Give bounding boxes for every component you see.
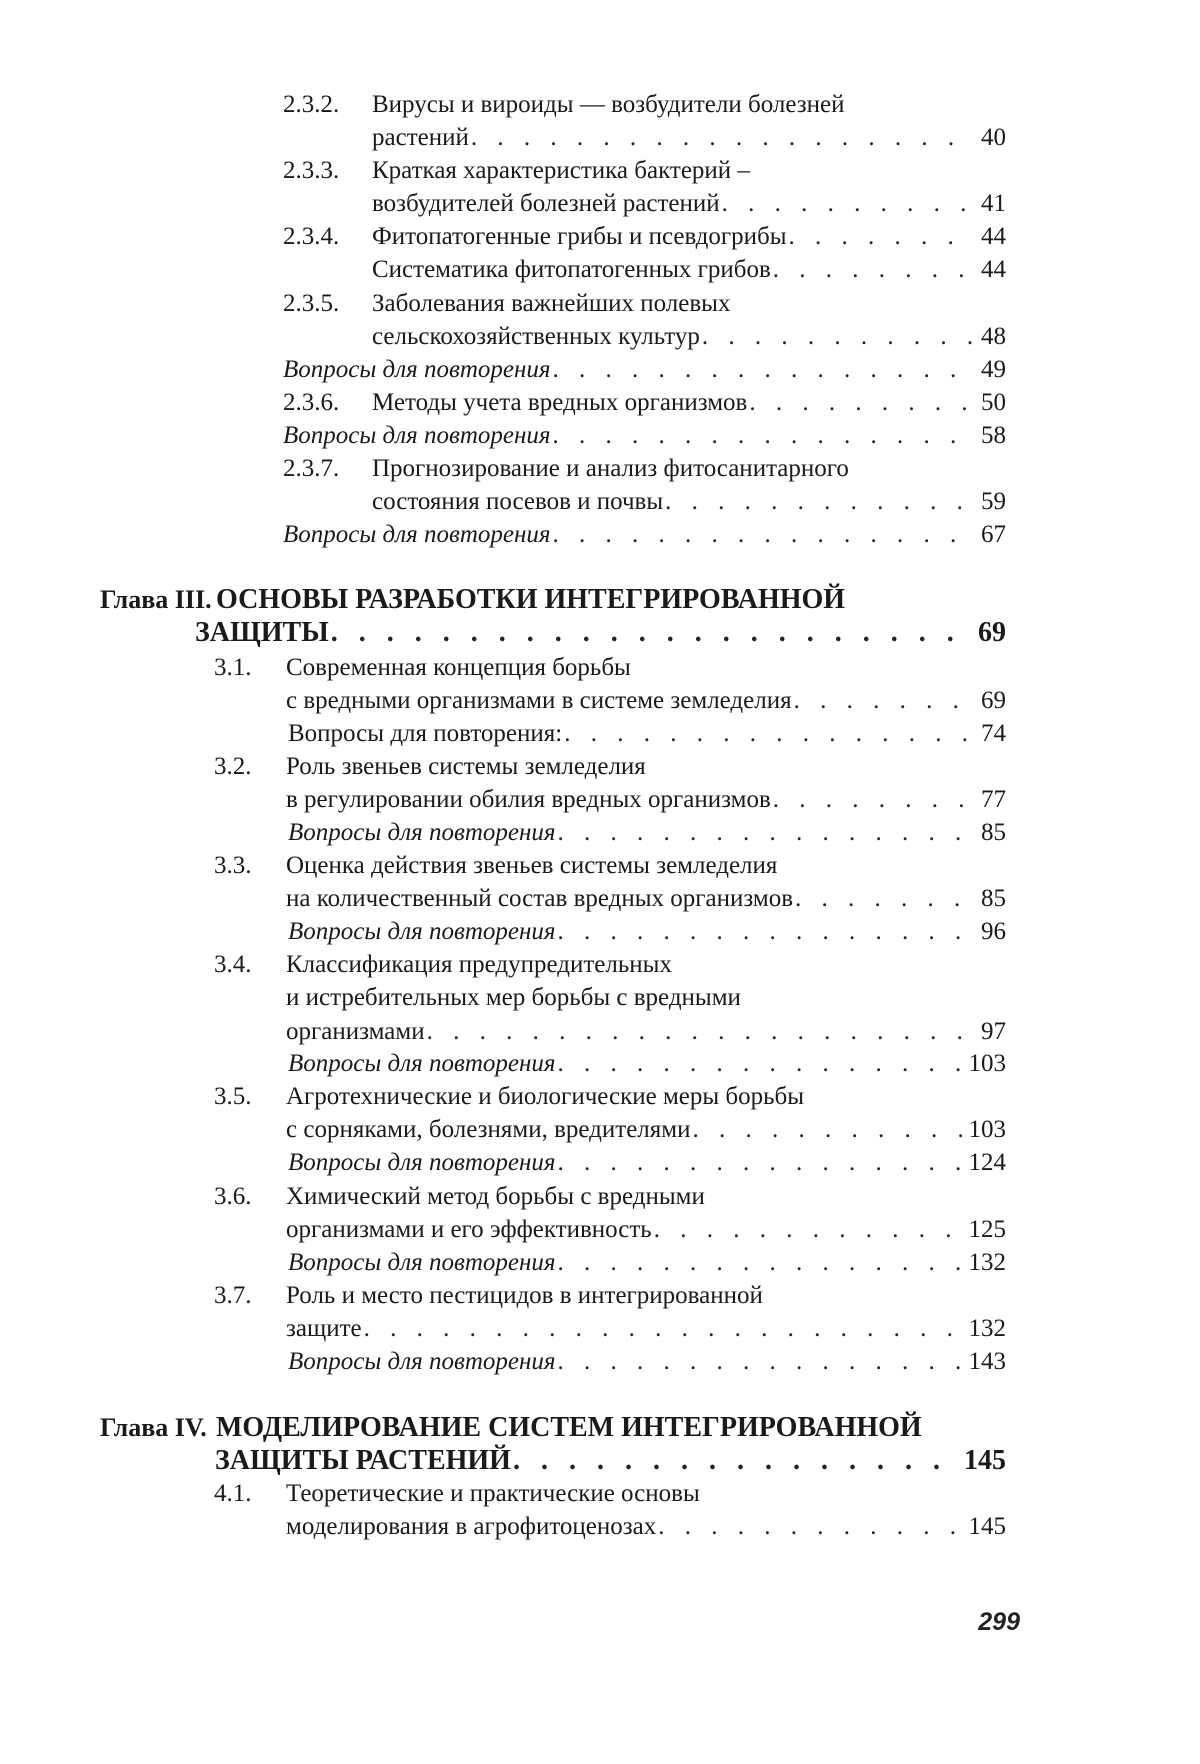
toc-line: [372, 320, 1006, 354]
dot-leader: [722, 187, 975, 221]
toc-line: [372, 121, 1006, 155]
toc-page-number: 69: [981, 687, 1006, 715]
toc-page-number: 77: [981, 786, 1006, 814]
toc-line: [283, 419, 1006, 453]
dot-leader: [773, 783, 975, 817]
dot-leader: [665, 485, 975, 519]
toc-title: организмами и его эффективность: [286, 1216, 652, 1244]
toc-title: Вирусы и вироиды — возбудители болезней: [372, 91, 845, 118]
toc-line: [283, 353, 1006, 387]
dot-leader: [789, 220, 975, 254]
toc-line: [286, 1279, 1006, 1313]
toc-title: Фитопатогенные грибы и псевдогрибы: [372, 223, 787, 250]
toc-page-number: 59: [981, 488, 1006, 516]
dot-leader: [658, 1510, 962, 1544]
toc-row: [0, 1015, 1200, 1049]
review-questions-label: Вопросы для повторения: [288, 819, 556, 846]
toc-review-row: [0, 1345, 1200, 1379]
review-questions-label: Вопросы для повторения: [288, 1149, 556, 1176]
toc-chapter-row: [0, 1444, 1200, 1478]
toc-line: [286, 783, 1006, 817]
toc-line: [372, 220, 1006, 254]
review-questions-label: Вопросы для повторения: [288, 1249, 556, 1276]
toc-title: Современная концепция борьбы: [286, 654, 631, 681]
dot-leader: [558, 1246, 963, 1280]
toc-line: [286, 750, 1006, 784]
toc-title: ЗАЩИТЫ РАСТЕНИЙ: [215, 1445, 511, 1477]
toc-title: ЗАЩИТЫ: [195, 617, 329, 649]
toc-review-row: [0, 816, 1200, 850]
dot-leader: [553, 419, 976, 453]
section-number: 3.1.: [214, 654, 252, 681]
toc-line: [286, 684, 1006, 718]
toc-line: [286, 882, 1006, 916]
toc-row: [0, 717, 1200, 751]
toc-line: [288, 1246, 1006, 1280]
chapter-number: Глава IV.: [100, 1413, 207, 1442]
toc-row: [0, 1279, 1200, 1313]
toc-review-row: [0, 915, 1200, 949]
section-number: 3.3.: [214, 852, 252, 879]
toc-page-number: 85: [981, 885, 1006, 913]
dot-leader: [427, 1015, 975, 1049]
toc-page-number: 125: [968, 1216, 1006, 1244]
toc-title: Краткая характеристика бактерий –: [372, 157, 750, 184]
toc-line: [288, 1047, 1006, 1081]
dot-leader: [795, 882, 975, 916]
chapter-number: Глава III.: [100, 585, 212, 614]
dot-leader: [692, 1113, 962, 1147]
toc-row: [0, 253, 1200, 287]
toc-row: [0, 386, 1200, 420]
dot-leader: [513, 1444, 958, 1478]
toc-line: [286, 1180, 1006, 1214]
toc-title: Теоретические и практические основы: [286, 1480, 700, 1507]
toc-chapter-row: [0, 616, 1200, 650]
dot-leader: [331, 616, 972, 650]
toc-line: [288, 915, 1006, 949]
toc-page-number: 97: [981, 1017, 1006, 1045]
toc-page-number: 44: [981, 223, 1006, 250]
toc-review-row: [0, 1146, 1200, 1180]
toc-line: [215, 1444, 1006, 1478]
toc-chapter-row: [0, 583, 1200, 617]
toc-line: [372, 452, 1006, 486]
dot-leader: [553, 353, 976, 387]
toc-page-number: 40: [981, 124, 1006, 152]
dot-leader: [558, 1047, 963, 1081]
toc-title: ОСНОВЫ РАЗРАБОТКИ ИНТЕГРИРОВАННОЙ: [216, 584, 846, 615]
toc-line: [286, 981, 1006, 1015]
toc-line: [286, 651, 1006, 685]
toc-page-number: 74: [981, 720, 1006, 747]
toc-row: [0, 485, 1200, 519]
toc-line: [288, 717, 1006, 751]
toc-title: Классификация предупредительных: [286, 951, 672, 978]
toc-row: [0, 1213, 1200, 1247]
toc-page-number: 41: [981, 190, 1006, 218]
toc-title: Систематика фитопатогенных грибов: [372, 256, 771, 284]
toc-line: [372, 88, 1006, 122]
toc-title: растений: [372, 124, 469, 152]
dot-leader: [564, 717, 975, 751]
review-questions-label: Вопросы для повторения: [283, 422, 551, 449]
dot-leader: [558, 915, 976, 949]
toc-row: [0, 948, 1200, 982]
toc-row: [0, 88, 1200, 122]
toc-line: [195, 616, 1006, 650]
section-number: 3.6.: [214, 1183, 252, 1210]
toc-page-number: 143: [968, 1348, 1006, 1375]
toc-row: [0, 1510, 1200, 1544]
toc-page-number: 50: [981, 389, 1006, 416]
toc-title: Прогнозирование и анализ фитосанитарного: [372, 455, 849, 482]
toc-line: [372, 485, 1006, 519]
toc-title: и истребительных мер борьбы с вредными: [286, 984, 741, 1012]
review-questions-label: Вопросы для повторения: [288, 918, 556, 945]
toc-row: [0, 320, 1200, 354]
toc-page-number: 67: [981, 521, 1006, 548]
toc-page-number: 132: [968, 1315, 1006, 1343]
toc-page-number: 58: [981, 422, 1006, 449]
toc-line: [286, 948, 1006, 982]
section-number: 2.3.3.: [283, 157, 340, 184]
review-questions-label: Вопросы для повторения: [283, 521, 551, 548]
section-number: 2.3.4.: [283, 223, 340, 250]
toc-page-number: 103: [968, 1050, 1006, 1077]
review-questions-label: Вопросы для повторения: [283, 356, 551, 383]
toc-page-number: 44: [981, 256, 1006, 284]
dot-leader: [654, 1213, 963, 1247]
toc-row: [0, 1477, 1200, 1511]
toc-line: [286, 1015, 1006, 1049]
toc-title: на количественный состав вредных организмов: [286, 885, 794, 913]
toc-title: защите: [286, 1315, 362, 1343]
toc-line: [372, 253, 1006, 287]
toc-page-number: 145: [964, 1445, 1006, 1477]
dot-leader: [794, 684, 975, 718]
toc-line: [216, 583, 1006, 617]
dot-leader: [471, 121, 975, 155]
toc-title: в регулировании обилия вредных организмов: [286, 786, 771, 814]
toc-row: [0, 154, 1200, 188]
dot-leader: [558, 1345, 963, 1379]
toc-line: [216, 1411, 1006, 1445]
toc-title: Роль и место пестицидов в интегрированной: [286, 1282, 763, 1309]
toc-title: с сорняками, болезнями, вредителями: [286, 1116, 691, 1144]
toc-page-number: 124: [968, 1149, 1006, 1176]
toc-line: [286, 849, 1006, 883]
toc-row: [0, 452, 1200, 486]
toc-row: [0, 783, 1200, 817]
toc-line: [372, 386, 1006, 420]
toc-line: [286, 1510, 1006, 1544]
section-number: 2.3.7.: [283, 455, 340, 482]
toc-page-number: 96: [981, 918, 1006, 945]
toc-row: [0, 849, 1200, 883]
toc-line: [372, 287, 1006, 321]
toc-line: [288, 1146, 1006, 1180]
section-number: 2.3.5.: [283, 290, 340, 317]
section-number: 3.5.: [214, 1083, 252, 1110]
toc-line: [283, 518, 1006, 552]
toc-row: [0, 1113, 1200, 1147]
section-number: 3.7.: [214, 1282, 252, 1309]
toc-line: [288, 1345, 1006, 1379]
toc-row: [0, 651, 1200, 685]
toc-row: [0, 121, 1200, 155]
review-questions-label: Вопросы для повторения: [288, 1348, 556, 1375]
review-questions-label: Вопросы для повторения: [288, 1050, 556, 1077]
toc-line: [286, 1477, 1006, 1511]
toc-title: Роль звеньев системы земледелия: [286, 753, 646, 780]
section-number: 3.4.: [214, 951, 252, 978]
toc-title: сельскохозяйственных культур: [372, 323, 700, 351]
section-number: 2.3.2.: [283, 91, 340, 118]
toc-title: возбудителей болезней растений: [372, 190, 720, 218]
toc-row: [0, 1312, 1200, 1346]
dot-leader: [364, 1312, 963, 1346]
toc-chapter-row: [0, 1411, 1200, 1445]
toc-row: [0, 981, 1200, 1015]
toc-line: [288, 816, 1006, 850]
toc-line: [286, 1213, 1006, 1247]
dot-leader: [558, 1146, 963, 1180]
toc-line: [372, 154, 1006, 188]
section-number: 3.2.: [214, 753, 252, 780]
toc-page-number: 145: [968, 1513, 1006, 1541]
toc-row: [0, 882, 1200, 916]
toc-page-number: 69: [978, 617, 1006, 649]
toc-title: Вопросы для повторения:: [288, 720, 563, 747]
toc-row: [0, 750, 1200, 784]
toc-title: Оценка действия звеньев системы земледелия: [286, 852, 778, 879]
toc-page-number: 103: [968, 1116, 1006, 1144]
dot-leader: [558, 816, 976, 850]
toc-title: Методы учета вредных организмов: [372, 389, 748, 416]
toc-title: организмами: [286, 1017, 425, 1045]
toc-line: [286, 1113, 1006, 1147]
toc-review-row: [0, 1246, 1200, 1280]
toc-page-number: 85: [981, 819, 1006, 846]
toc-page-number: 49: [981, 356, 1006, 383]
dot-leader: [749, 386, 975, 420]
toc-title: моделирования в агрофитоценозах: [286, 1513, 657, 1541]
section-number: 2.3.6.: [283, 389, 340, 416]
dot-leader: [553, 518, 976, 552]
page-number: 299: [978, 1608, 1020, 1636]
toc-row: [0, 220, 1200, 254]
toc-line: [286, 1080, 1006, 1114]
toc-page-number: 132: [968, 1249, 1006, 1276]
toc-line: [372, 187, 1006, 221]
toc-review-row: [0, 1047, 1200, 1081]
toc-row: [0, 684, 1200, 718]
toc-line: [286, 1312, 1006, 1346]
toc-title: Заболевания важнейших полевых: [372, 290, 731, 317]
toc-row: [0, 1080, 1200, 1114]
toc-title: Агротехнические и биологические меры борьбы: [286, 1083, 805, 1110]
toc-row: [0, 287, 1200, 321]
toc-review-row: [0, 353, 1200, 387]
dot-leader: [702, 320, 975, 354]
toc-review-row: [0, 419, 1200, 453]
toc-title: Химический метод борьбы с вредными: [286, 1183, 705, 1210]
dot-leader: [773, 253, 975, 287]
toc-page-number: 48: [981, 323, 1006, 351]
toc-row: [0, 1180, 1200, 1214]
toc-title: МОДЕЛИРОВАНИЕ СИСТЕМ ИНТЕГРИРОВАННОЙ: [216, 1412, 922, 1443]
toc-row: [0, 187, 1200, 221]
toc-review-row: [0, 518, 1200, 552]
toc-title: состояния посевов и почвы: [372, 488, 664, 516]
toc-title: с вредными организмами в системе земледелия: [286, 687, 792, 715]
section-number: 4.1.: [214, 1480, 252, 1507]
